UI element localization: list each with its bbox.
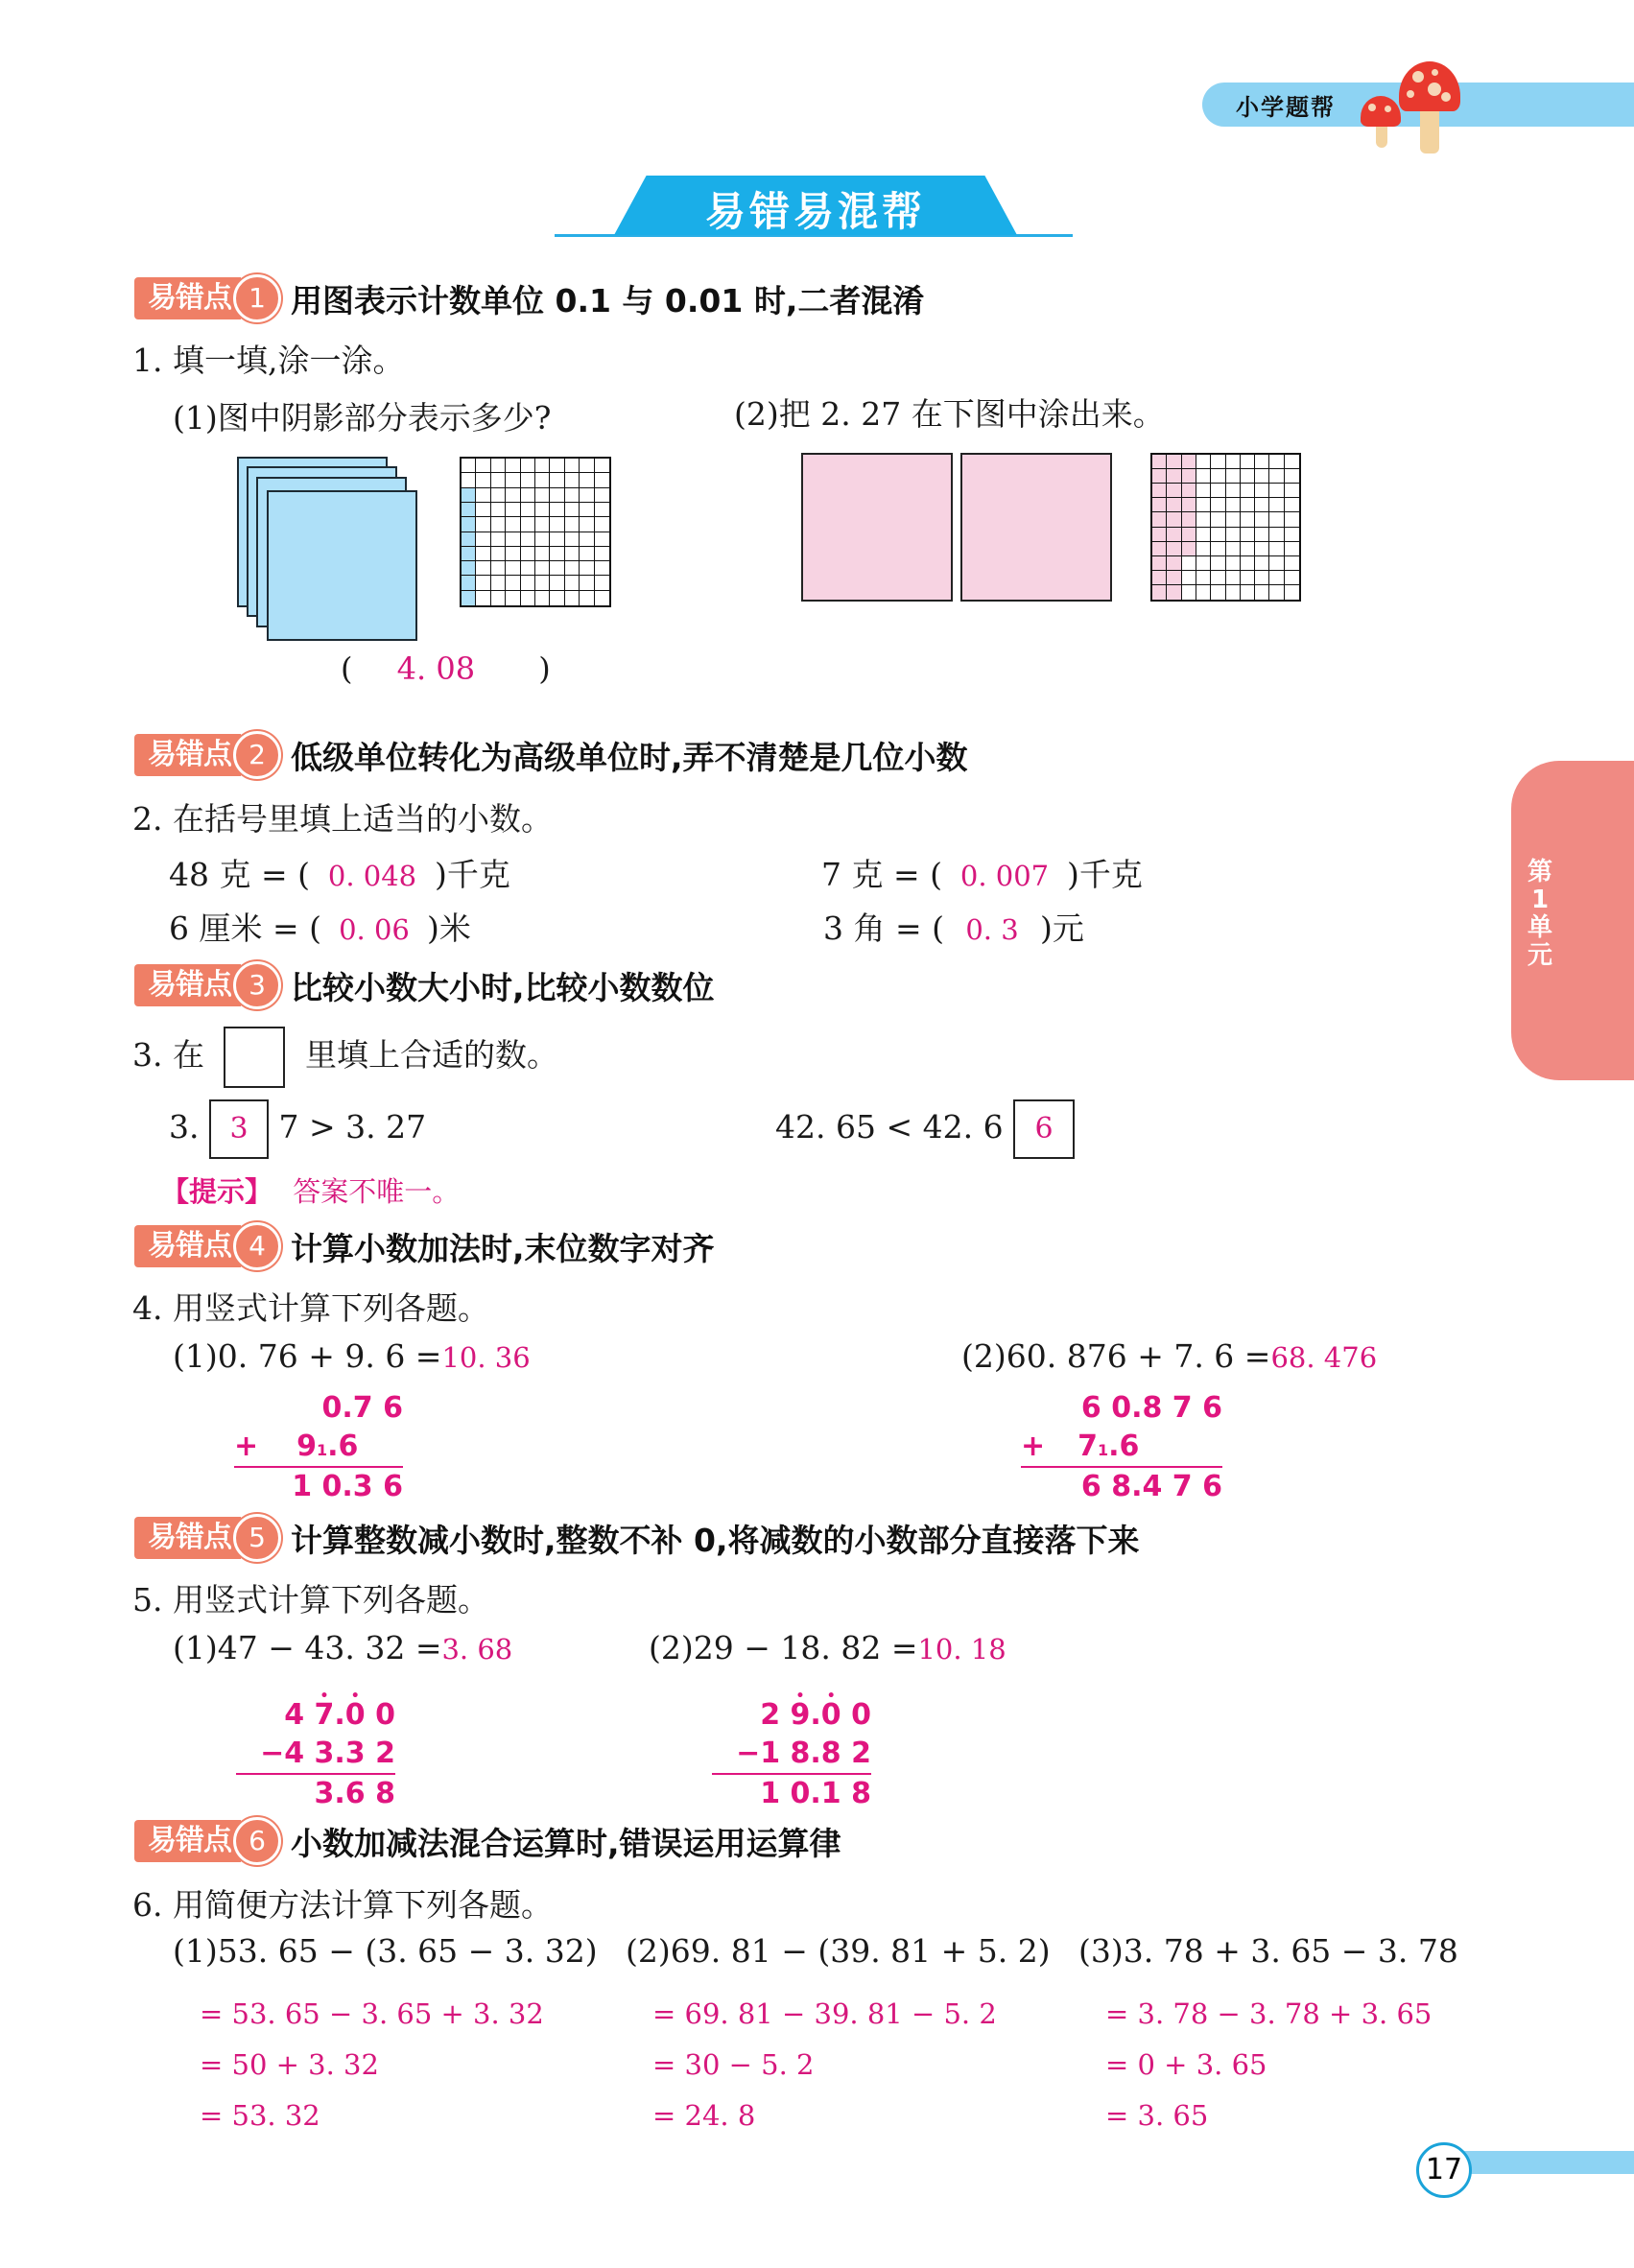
page-number: 17 [1416,2142,1472,2198]
question-2: 2. 在括号里填上适当的小数。 [132,800,553,838]
hundredths-grid-blue [460,457,611,607]
page-number-bar [1449,2151,1634,2174]
unit-side-label: 第 1 单 元 [1527,858,1552,970]
compare-item-1: 3. 3 7 > 3. 27 [169,1099,426,1159]
question-1-part-2: (2)把 2. 27 在下图中涂出来。 [734,395,1165,433]
answer-1-1: ( 4. 08 ) [341,650,551,687]
question-4: 4. 用竖式计算下列各题。 [132,1289,489,1327]
answer-box[interactable]: 6 [1013,1099,1075,1159]
conversion-item-2: 7 克 = ( 0. 007 )千克 [821,856,1143,893]
error-point-tag-6: 易错点 6 小数加减法混合运算时,错误运用运算律 [134,1819,841,1863]
vertical-subtraction-2: 2 • 9.• 0 0 −1 8.8 2 1 0.1 8 [712,1696,871,1813]
conversion-item-1: 48 克 = ( 0. 048 )千克 [169,856,510,893]
question-4-part-2: (2)60. 876 + 7. 6 =68. 476 [961,1337,1378,1375]
hint: 【提示】 答案不唯一。 [161,1175,461,1208]
question-1: 1. 填一填,涂一涂。 [132,342,405,379]
question-6-part-2: (2)69. 81 − (39. 81 + 5. 2) = 69. 81 − 39. 81 − 5. 2 = 30 − 5. 2 = 24. 8 [626,1932,1051,2132]
error-point-tag-5: 易错点 5 计算整数减小数时,整数不补 0,将减数的小数部分直接落下来 [134,1516,1140,1560]
conversion-item-4: 3 角 = ( 0. 3 )元 [823,910,1084,947]
compare-item-2: 42. 65 < 42. 6 6 [775,1099,1075,1159]
brand-label: 小学题帮 [1236,94,1336,121]
answer-box[interactable]: 3 [209,1099,269,1159]
vertical-subtraction-1: 4 • 7.• 0 0 −4 3.3 2 3.6 8 [236,1696,395,1813]
question-4-part-1: (1)0. 76 + 9. 6 =10. 36 [173,1337,531,1375]
error-point-tag-3: 易错点 3 比较小数大小时,比较小数数位 [134,963,715,1007]
conversion-item-3: 6 厘米 = ( 0. 06 )米 [169,910,471,947]
vertical-addition-1: 0.7 6 + 91.6 1 0.3 6 [234,1391,403,1503]
question-3: 3. 在 里填上合适的数。 [132,1027,558,1088]
question-1-part-1: (1)图中阴影部分表示多少? [173,399,552,437]
question-5: 5. 用竖式计算下列各题。 [132,1581,489,1618]
error-point-tag-1: 易错点 1 用图表示计数单位 0.1 与 0.01 时,二者混淆 [134,276,924,320]
vertical-addition-2: 6 0.8 7 6 + 71.6 6 8.4 7 6 [1021,1391,1222,1503]
question-6-part-1: (1)53. 65 − (3. 65 − 3. 32) = 53. 65 − 3. 65 + 3. 32 = 50 + 3. 32 = 53. 32 [173,1932,598,2132]
hundredths-grid-pink[interactable] [1150,453,1301,602]
blank-box-example [224,1027,285,1088]
question-6-part-3: (3)3. 78 + 3. 65 − 3. 78 = 3. 78 − 3. 78 + 3. 65 = 0 + 3. 65 = 3. 65 [1078,1932,1458,2132]
page-title: 易错易混帮 [704,188,926,235]
error-point-tag-2: 易错点 2 低级单位转化为高级单位时,弄不清楚是几位小数 [134,733,968,777]
question-5-part-1: (1)47 − 43. 32 =3. 68 [173,1629,513,1666]
question-5-part-2: (2)29 − 18. 82 =10. 18 [649,1629,1006,1666]
error-point-tag-4: 易错点 4 计算小数加法时,末位数字对齐 [134,1224,715,1268]
question-6: 6. 用简便方法计算下列各题。 [132,1886,553,1924]
